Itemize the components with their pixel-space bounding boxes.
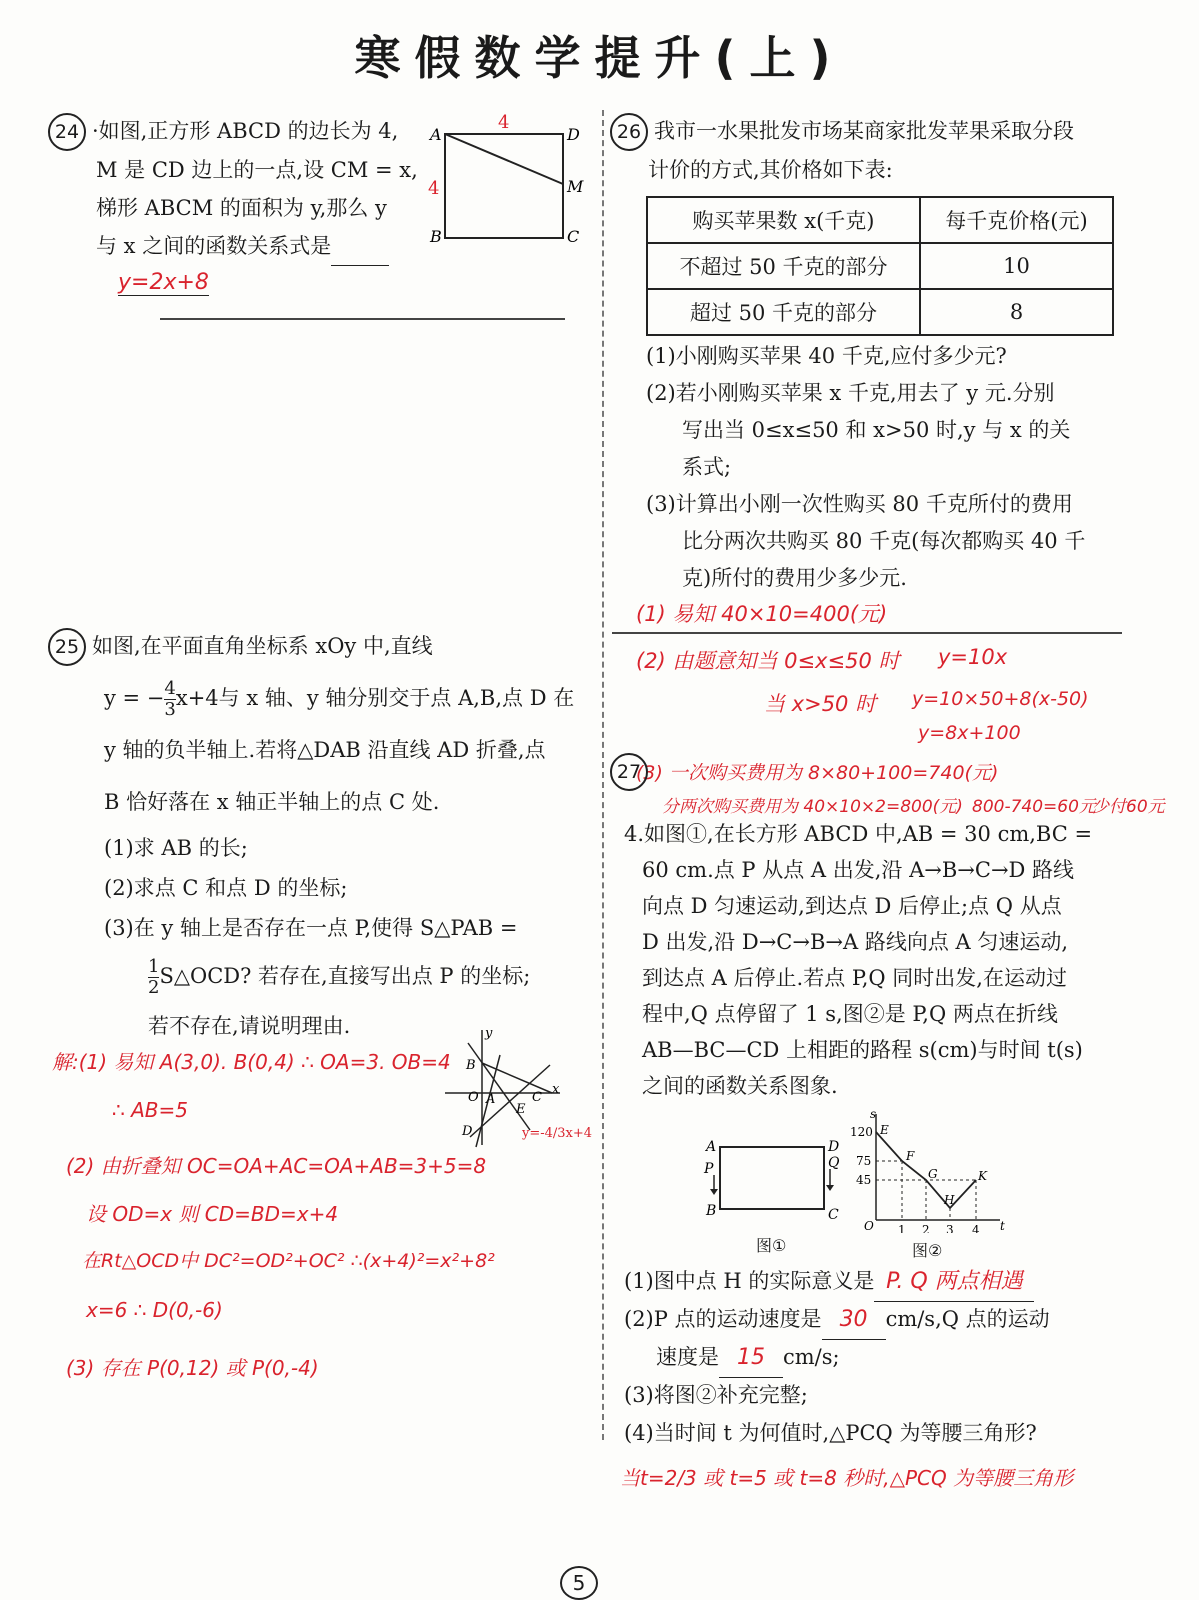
q26-part: 写出当 0≤x≤50 和 x>50 时,y 与 x 的关 xyxy=(682,418,1071,442)
q27-line: 之间的函数关系图象. xyxy=(642,1074,838,1098)
q27-fig2-h: H xyxy=(944,1193,955,1207)
q25-coordinate-figure xyxy=(440,1025,600,1150)
q25-answer-2c: 在Rt△OCD中 DC²=OD²+OC² ∴(x+4)²=x²+8² xyxy=(82,1250,495,1272)
q24-text xyxy=(48,112,418,266)
q27-part1 xyxy=(624,1262,1034,1302)
q27-fig2-o: O xyxy=(864,1219,874,1233)
q27-fig2-x4: 4 xyxy=(972,1223,980,1233)
q24-line: 与 x 之间的函数关系式是 xyxy=(96,234,332,258)
q25-label-x: x xyxy=(552,1082,560,1097)
q24-line: ·如图,正方形 ABCD 的边长为 4, xyxy=(92,119,399,143)
q24-label-d: D xyxy=(567,125,580,144)
q24-square-figure xyxy=(420,112,585,252)
q27-fig2-y75: 75 xyxy=(856,1154,872,1168)
q24-line: M 是 CD 边上的一点,设 CM = x, xyxy=(96,158,418,182)
q27-number: 27 xyxy=(610,753,648,791)
q25-answer-1b: ∴ AB=5 xyxy=(112,1098,188,1122)
q27-fig2-x3: 3 xyxy=(946,1223,954,1233)
q27-part2 xyxy=(624,1300,1050,1340)
q27-fig2-e: E xyxy=(880,1123,889,1137)
q24-answer: y=2x+8 xyxy=(118,270,209,295)
q25-answer-1: 解:(1) 易知 A(3,0). B(0,4) ∴ OA=3. OB=4 xyxy=(52,1050,451,1074)
q27-rectangle-figure xyxy=(700,1135,850,1225)
table-cell: 8 xyxy=(920,289,1113,335)
q27-part4: (4)当时间 t 为何值时,△PCQ 为等腰三角形? xyxy=(624,1421,1037,1445)
q24-label-b: B xyxy=(430,227,442,246)
q25-line: x+4与 x 轴、y 轴分别交于点 A,B,点 D 在 xyxy=(175,686,575,710)
q27-line: 60 cm.点 P 从点 A 出发,沿 A→B→C→D 路线 xyxy=(642,858,1075,882)
q26-rule xyxy=(612,632,1122,634)
q27-fig2-x1: 1 xyxy=(898,1223,906,1233)
q27-fig2-caption: 图② xyxy=(912,1241,943,1260)
q27-part2-text: (2)P 点的运动速度是 xyxy=(624,1307,822,1331)
q24-blank xyxy=(331,227,389,266)
q26-part: 比分两次共购买 80 千克(每次都购买 40 千 xyxy=(682,529,1086,553)
q25-line: y 轴的负半轴上.若将△DAB 沿直线 AD 折叠,点 xyxy=(104,738,546,762)
q26-line: 我市一水果批发市场某商家批发苹果采取分段 xyxy=(654,119,1074,143)
q25-text xyxy=(48,620,574,1048)
q26-line: 计价的方式,其价格如下表: xyxy=(648,158,893,182)
q27-text xyxy=(624,816,1092,1104)
q26-parts xyxy=(646,338,1085,597)
page-number: 5 xyxy=(560,1566,598,1600)
q25-slope-fraction xyxy=(164,679,175,720)
table-cell: 超过 50 千克的部分 xyxy=(647,289,920,335)
q27-line: 程中,Q 点停留了 1 s,图②是 P,Q 两点在折线 xyxy=(642,1002,1058,1026)
q25-part: (3)在 y 轴上是否存在一点 P,使得 S△PAB = xyxy=(104,916,518,940)
q25-part: (1)求 AB 的长; xyxy=(104,836,248,860)
q25-label-b: B xyxy=(466,1058,476,1073)
q24-side-top: 4 xyxy=(498,112,510,133)
q24-side-left: 4 xyxy=(428,178,440,199)
q27-fig2-s: s xyxy=(870,1108,877,1121)
q27-part1-text: (1)图中点 H 的实际意义是 xyxy=(624,1269,875,1293)
q25-half-den: 2 xyxy=(148,977,160,998)
q25-frac-num: 4 xyxy=(164,678,176,699)
q27-part2-answer: 30 xyxy=(822,1301,886,1340)
q26-answer-2d: y=10×50+8(x-50) xyxy=(912,688,1089,710)
q27-part2b xyxy=(656,1338,840,1378)
q27-line: AB—BC—CD 上相距的路程 s(cm)与时间 t(s) xyxy=(642,1038,1083,1062)
q25-label-y: y xyxy=(485,1026,493,1041)
q27-graph-line xyxy=(876,1132,976,1208)
column-divider xyxy=(602,110,604,1440)
q25-label-a: A xyxy=(486,1092,496,1107)
q25-line: 如图,在平面直角坐标系 xOy 中,直线 xyxy=(92,634,433,658)
table-cell: 10 xyxy=(920,243,1113,289)
q25-part: (2)求点 C 和点 D 的坐标; xyxy=(104,876,348,900)
q25-number: 25 xyxy=(48,628,86,666)
table-header: 购买苹果数 x(千克) xyxy=(647,197,920,243)
q27-fig1-c: C xyxy=(828,1207,839,1223)
q27-fig1-q: Q xyxy=(828,1155,840,1171)
q27-line: D 出发,沿 D→C→B→A 路线向点 A 匀速运动, xyxy=(642,930,1069,954)
q25-answer-2b: 设 OD=x 则 CD=BD=x+4 xyxy=(86,1202,339,1226)
q26-intro xyxy=(610,112,1074,189)
q27-fig1-b: B xyxy=(706,1203,717,1219)
q26-part: (1)小刚购买苹果 40 千克,应付多少元? xyxy=(646,344,1007,368)
q26-answer-3: (3) 一次购买费用为 8×80+100=740(元) xyxy=(636,762,999,784)
q27-graph-figure xyxy=(850,1108,1010,1233)
q27-line: 到达点 A 后停止.若点 P,Q 同时出发,在运动过 xyxy=(642,966,1067,990)
q27-part1-answer: P. Q 两点相遇 xyxy=(874,1263,1034,1302)
table-row xyxy=(647,197,1113,243)
q27-fig1-p: P xyxy=(704,1161,714,1177)
q24-line: 梯形 ABCM 的面积为 y,那么 y xyxy=(96,196,387,220)
q25-part: 若不存在,请说明理由. xyxy=(148,1014,351,1038)
q26-part: (3)计算出小刚一次性购买 80 千克所付的费用 xyxy=(646,492,1073,516)
q25-answer-2d: x=6 ∴ D(0,-6) xyxy=(86,1298,223,1322)
q26-part: (2)若小刚购买苹果 x 千克,用去了 y 元.分别 xyxy=(646,381,1055,405)
q26-answer-3b: 分两次购买费用为 40×10×2=800(元) xyxy=(662,797,963,817)
q25-half-fraction xyxy=(148,957,159,998)
q25-part: S△OCD? 若存在,直接写出点 P 的坐标; xyxy=(159,964,531,988)
q26-answer-2e: y=8x+100 xyxy=(918,722,1021,744)
q27-part2b-answer: 15 xyxy=(719,1339,783,1378)
q26-part: 系式; xyxy=(682,455,732,479)
q27-part2b-unit: cm/s; xyxy=(783,1345,840,1369)
q27-line: 4.如图①,在长方形 ABCD 中,AB = 30 cm,BC = xyxy=(624,822,1093,846)
q27-fig2-x2: 2 xyxy=(922,1223,930,1233)
q26-answer-2: (2) 由题意知当 0≤x≤50 时 xyxy=(636,649,900,673)
q25-answer-3: (3) 存在 P(0,12) 或 P(0,-4) xyxy=(66,1356,319,1380)
q26-answer-2b: y=10x xyxy=(938,645,1008,669)
q24-rule xyxy=(160,318,565,320)
table-cell: 不超过 50 千克的部分 xyxy=(647,243,920,289)
page-title: 寒假数学提升(上) xyxy=(354,31,845,85)
q26-number: 26 xyxy=(610,113,648,151)
q26-answer-2c: 当 x>50 时 xyxy=(764,692,877,716)
q25-line: y = − xyxy=(104,686,165,710)
table-row xyxy=(647,243,1113,289)
q24-number: 24 xyxy=(48,113,86,151)
q27-part2b-text: 速度是 xyxy=(656,1345,719,1369)
q25-answer-2: (2) 由折叠知 OC=OA+AC=OA+AB=3+5=8 xyxy=(66,1154,487,1178)
q27-answer-4: 当t=2/3 或 t=5 或 t=8 秒时,△PCQ 为等腰三角形 xyxy=(620,1466,1074,1490)
q24-label-c: C xyxy=(567,227,580,246)
q26-answer-1: (1) 易知 40×10=400(元) xyxy=(636,602,888,626)
q27-fig2-k: K xyxy=(978,1169,987,1183)
q27-fig2-y45: 45 xyxy=(856,1173,872,1187)
table-header: 每千克价格(元) xyxy=(920,197,1113,243)
q25-frac-den: 3 xyxy=(164,699,176,720)
q27-fig2-g: G xyxy=(928,1167,938,1181)
price-table xyxy=(646,196,1114,336)
q27-number-wrap xyxy=(610,752,654,791)
q25-label-c: C xyxy=(532,1090,542,1105)
q25-label-d: D xyxy=(462,1124,473,1139)
q27-part3: (3)将图②补充完整; xyxy=(624,1383,808,1407)
q27-fig1-caption: 图① xyxy=(756,1236,787,1255)
q27-line: 向点 D 匀速运动,到达点 D 后停止;点 Q 从点 xyxy=(642,894,1062,918)
q25-line-equation: y=-4/3x+4 xyxy=(522,1126,593,1141)
q26-answer-3d: 少付60元 xyxy=(1092,797,1165,817)
q27-fig1-a: A xyxy=(706,1139,717,1155)
q26-part: 克)所付的费用少多少元. xyxy=(682,566,907,590)
q24-label-m: M xyxy=(567,177,584,196)
table-row xyxy=(647,289,1113,335)
q27-fig2-f: F xyxy=(906,1149,915,1163)
q25-label-o: O xyxy=(468,1090,479,1105)
q27-fig2-t: t xyxy=(1000,1219,1005,1233)
q27-fig2-y120: 120 xyxy=(850,1125,873,1139)
q27-part2-mid: cm/s,Q 点的运动 xyxy=(885,1307,1050,1331)
q25-half-num: 1 xyxy=(148,956,160,977)
q26-answer-3c: 800-740=60元 xyxy=(972,797,1096,817)
q25-label-e: E xyxy=(516,1102,526,1117)
q27-fig1-d: D xyxy=(828,1139,840,1155)
q25-line: B 恰好落在 x 轴正半轴上的点 C 处. xyxy=(104,790,440,814)
q24-label-a: A xyxy=(430,125,442,144)
